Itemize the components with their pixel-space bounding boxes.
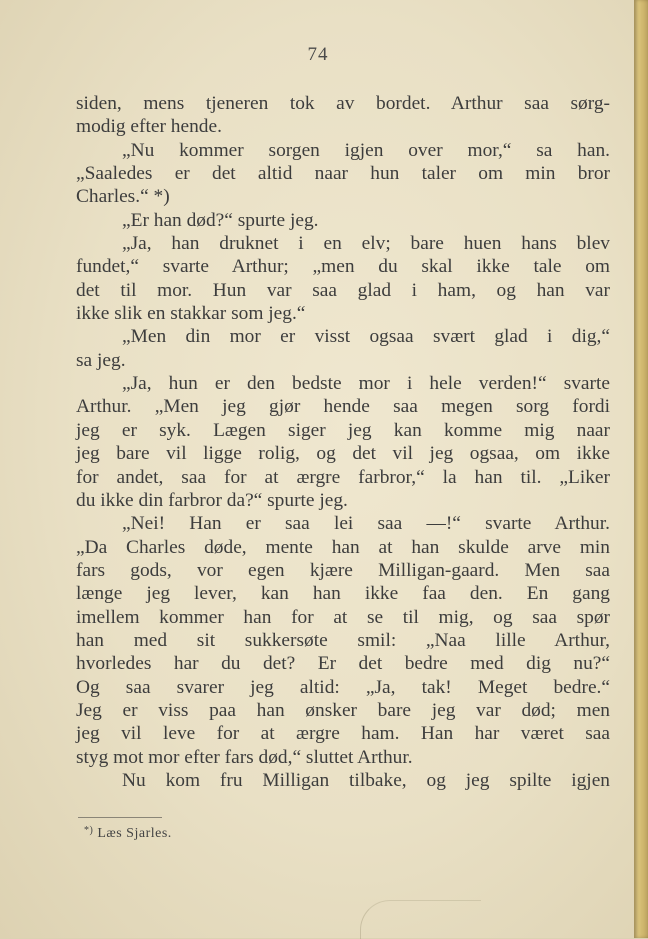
paper-smudge xyxy=(360,900,481,939)
text-line: jeg er syk. Lægen siger jeg kan komme mig naar xyxy=(76,419,610,441)
text-line: Arthur. „Men jeg gjør hende saa megen sorg fordi xyxy=(76,396,610,418)
text-line: ikke slik en stakkar som jeg.“ xyxy=(76,303,306,325)
text-line: jeg bare vil ligge rolig, og det vil jeg ogsaa, om ikke xyxy=(76,443,610,465)
text-line: „Ja, hun er den bedste mor i hele verden!“ svarte xyxy=(122,373,610,395)
page-number: 74 xyxy=(307,44,329,65)
text-line: for andet, saa for at ærgre farbror,“ la han til. „Liker xyxy=(76,466,610,488)
text-line: styg mot mor efter fars død,“ sluttet Arthur. xyxy=(76,746,413,768)
text-line: „Ja, han druknet i en elv; bare huen hans blev xyxy=(122,233,610,255)
text-line: „Nu kommer sorgen igjen over mor,“ sa han. xyxy=(122,139,610,161)
text-line: Jeg er viss paa han ønsker bare jeg var død; men xyxy=(76,699,610,721)
text-line: sa jeg. xyxy=(76,349,126,371)
text-line: du ikke din farbror da?“ spurte jeg. xyxy=(76,489,348,511)
text-line: „Er han død?“ spurte jeg. xyxy=(122,209,319,231)
text-line: siden, mens tjeneren tok av bordet. Arthur saa sørg- xyxy=(76,93,610,114)
text-line: imellem kommer han for at se til mig, og saa spør xyxy=(76,606,610,628)
text-line: fars gods, vor egen kjære Milligan-gaard. Men saa xyxy=(76,559,610,581)
text-line: det til mor. Hun var saa glad i ham, og han var xyxy=(76,279,610,301)
text-line: „Saaledes er det altid naar hun taler om min bror xyxy=(76,163,610,185)
page-edge xyxy=(634,0,648,938)
text-line: han med sit sukkersøte smil: „Naa lille Arthur, xyxy=(76,629,610,651)
text-line: „Nei! Han er saa lei saa —!“ svarte Arthur. xyxy=(122,513,610,535)
text-line: „Da Charles døde, mente han at han skulde arve min xyxy=(76,536,610,558)
text-line: hvorledes har du det? Er det bedre med dig nu?“ xyxy=(76,653,610,675)
text-line: Nu kom fru Milligan tilbake, og jeg spilte igjen xyxy=(122,769,610,791)
text-line: Charles.“ *) xyxy=(76,186,170,208)
text-line: modig efter hende. xyxy=(76,116,222,138)
footnote-text: Læs Sjarles. xyxy=(97,826,172,841)
body-text xyxy=(76,92,610,792)
text-line: længe jeg lever, kan han ikke faa den. En gang xyxy=(76,583,610,605)
text-line: fundet,“ svarte Arthur; „men du skal ikke tale om xyxy=(76,256,610,278)
footnote-mark: *) xyxy=(84,825,94,836)
text-line: jeg vil leve for at ærgre ham. Han har været saa xyxy=(76,723,610,745)
footnote-rule xyxy=(78,817,162,818)
footnote xyxy=(84,825,172,842)
text-line: „Men din mor er visst ogsaa svært glad i dig,“ xyxy=(122,326,610,348)
text-line: Og saa svarer jeg altid: „Ja, tak! Meget bedre.“ xyxy=(76,676,610,698)
